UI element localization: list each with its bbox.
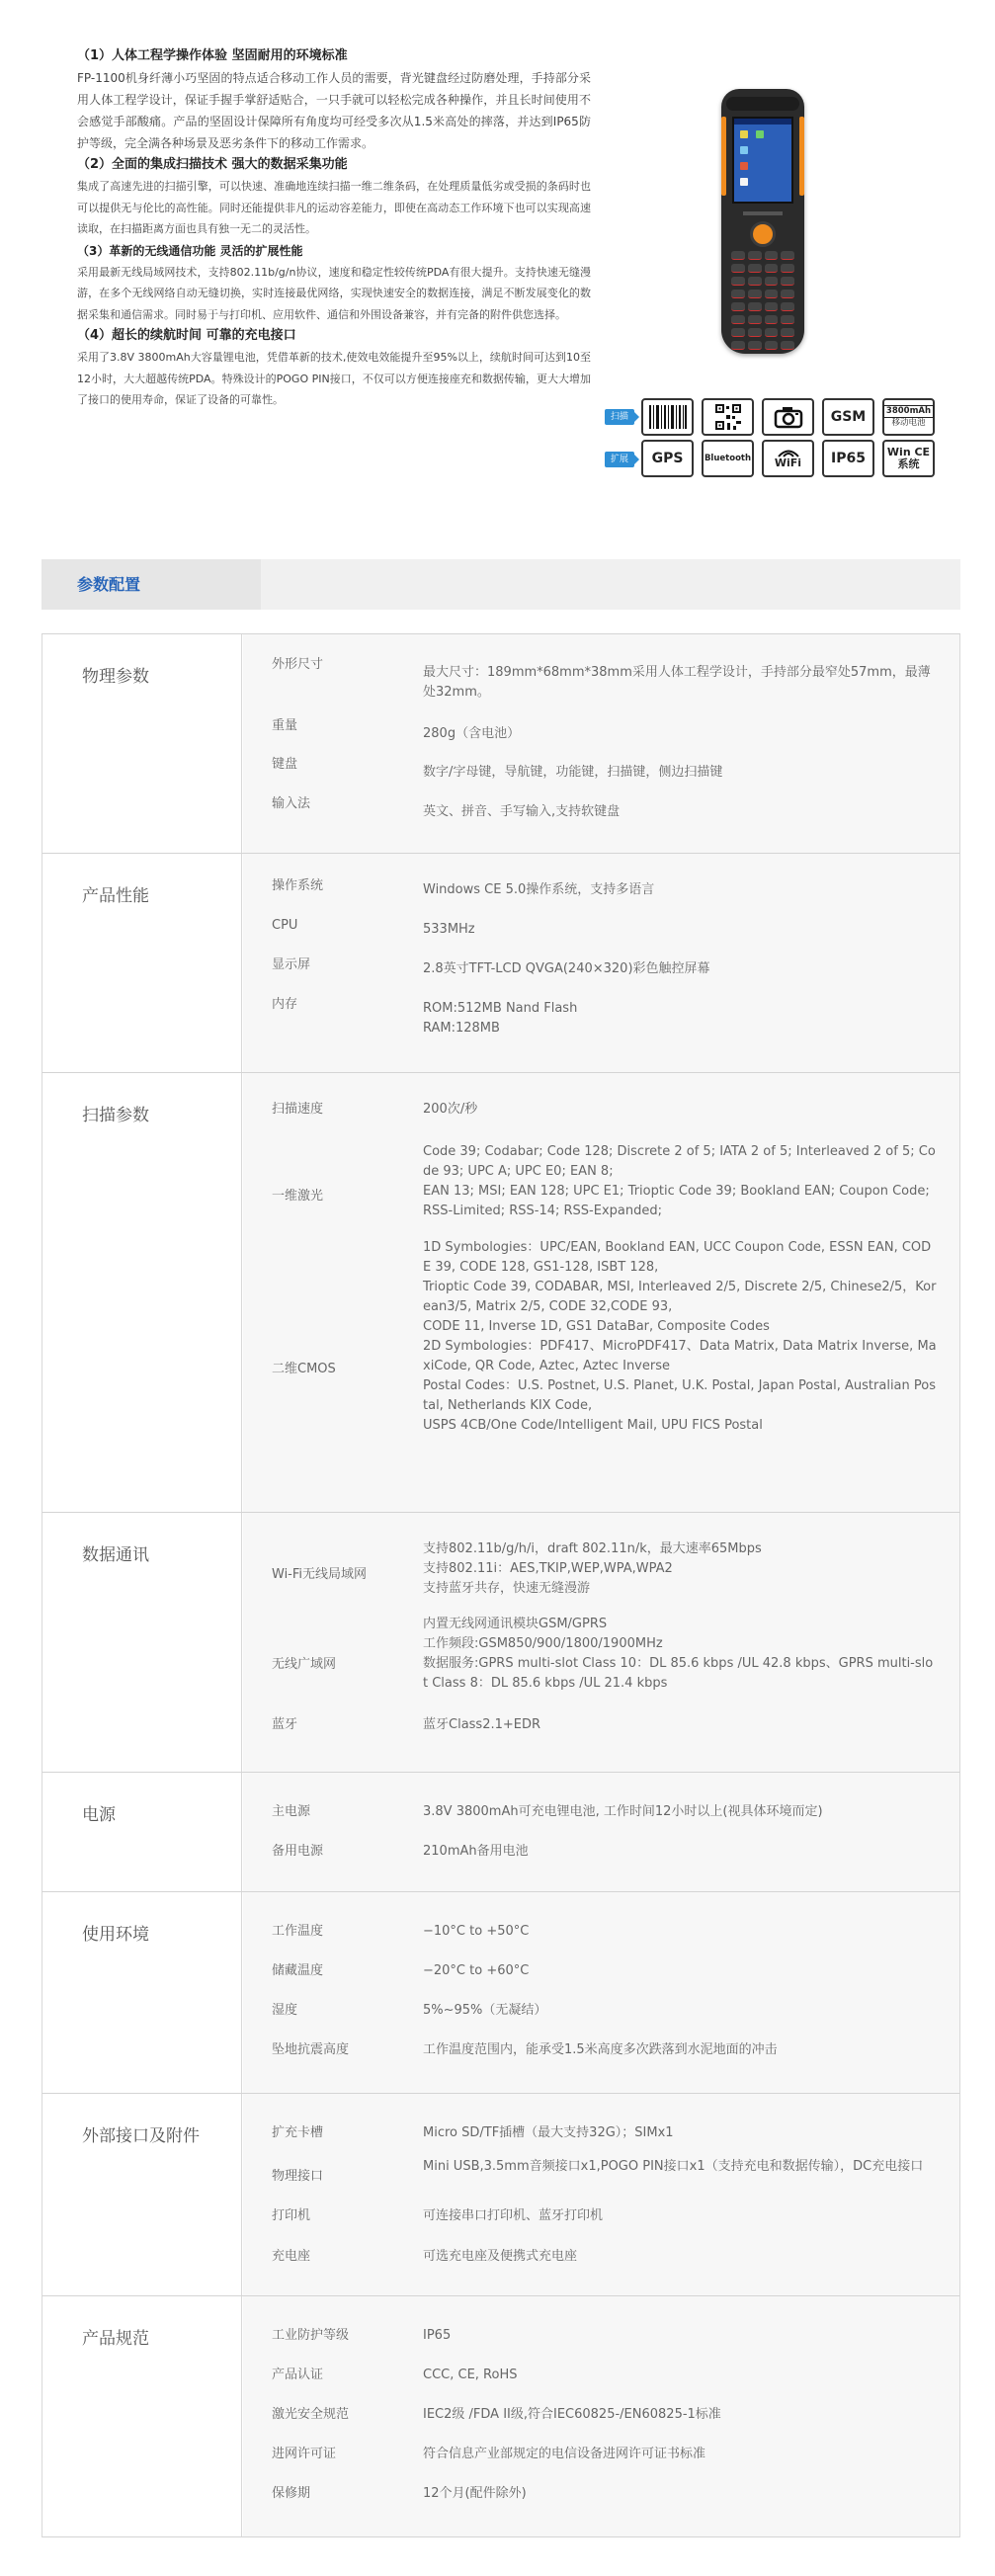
section-tab <box>41 559 261 610</box>
spec-value: 支持802.11b/g/h/i，draft 802.11n/k，最大速率65Mbps 支持802.11i：AES,TKIP,WEP,WPA,WPA2 支持蓝牙共存，快速无缝漫游 <box>423 1541 762 1596</box>
device-dpad <box>750 221 776 247</box>
spec-value: 内置无线网通讯模块GSM/GPRS 工作频段:GSM850/900/1800/1900MHz 数据服务:GPRS multi-slot Class 10：DL 85.6 kbps /UL 42.8 kbps、GPRS multi-slot Class 8：DL 85.6 kbps /UL 21.4 kbps <box>423 1617 934 1691</box>
spec-key: 显示屏 <box>272 957 311 972</box>
spec-group-communication <box>41 1513 960 1773</box>
spec-table <box>41 633 960 2501</box>
spec-value: CCC, CE, RoHS <box>423 2368 518 2382</box>
spec-key: 物理接口 <box>272 2169 324 2184</box>
wince-label: Win CE <box>886 446 931 458</box>
spec-value: 533MHz <box>423 922 475 937</box>
section-header <box>41 559 960 610</box>
spec-value: 210mAh备用电池 <box>423 1844 529 1859</box>
spec-key: 键盘 <box>272 757 298 772</box>
gps-label: GPS <box>651 451 684 466</box>
spec-key: 工作温度 <box>272 1924 324 1939</box>
device-keypad <box>731 251 794 350</box>
spec-key: CPU <box>272 918 298 933</box>
spec-value: Mini USB,3.5mm音频接口x1,POGO PIN接口x1（支持充电和数据传输），DC充电接口 <box>423 2159 924 2174</box>
ip65-icon <box>822 440 874 477</box>
spec-value: 12个月(配件除外) <box>423 2486 527 2501</box>
spec-key: Wi-Fi无线局域网 <box>272 1567 368 1582</box>
spec-key: 湿度 <box>272 2003 298 2018</box>
wifi-icon <box>762 440 814 477</box>
spec-key: 无线广域网 <box>272 1657 337 1672</box>
spec-group-power <box>41 1773 960 1892</box>
spec-group-environment <box>41 1892 960 2094</box>
spec-group-standards <box>41 2296 960 2537</box>
spec-value: −20°C to +60°C <box>423 1963 530 1978</box>
spec-value: 数字/字母键，导航键，功能键，扫描键，侧边扫描键 <box>423 765 723 780</box>
intro-heading-4: （4）超长的续航时间 可靠的充电接口 <box>77 328 296 343</box>
spec-value: Code 39; Codabar; Code 128; Discrete 2 of 5; IATA 2 of 5; Interleaved 2 of 5; Code 93; UPC A; UPC E0; EAN 8; EAN 13; MSI; EAN 128; UPC E1; Trioptic Code 39; Bookland EAN; Coupon Code; RSS-Limited; RSS-14; RSS-Expanded; <box>423 1144 936 1218</box>
spec-key: 内存 <box>272 997 298 1012</box>
camera-icon <box>762 398 814 436</box>
group-title: 数据通讯 <box>82 1545 149 1565</box>
spec-value: 200次/秒 <box>423 1102 478 1117</box>
ip65-label: IP65 <box>831 451 866 466</box>
spec-key: 主电源 <box>272 1804 311 1819</box>
spec-key: 储藏温度 <box>272 1963 324 1978</box>
spec-key: 扫描速度 <box>272 1102 324 1117</box>
gsm-icon <box>822 398 874 436</box>
group-title: 电源 <box>82 1805 116 1825</box>
spec-group-performance <box>41 854 960 1073</box>
spec-key: 产品认证 <box>272 2368 324 2382</box>
spec-key: 进网许可证 <box>272 2447 337 2461</box>
spec-key: 一维激光 <box>272 1189 324 1204</box>
spec-value: 符合信息产业部规定的电信设备进网许可证书标准 <box>423 2447 706 2461</box>
battery-icon <box>882 398 935 436</box>
spec-key: 蓝牙 <box>272 1717 298 1732</box>
intro-paragraph-3: 采用最新无线局域网技术，支持802.11b/g/n协议，速度和稳定性较传统PDA有很大提升。支持快速无缝漫游，在多个无线网络自动无缝切换，实时连接最优网络，实现快速安全的数据连接，满足不断发展变化的数据采集和通信需求。同时易于与打印机、应用软件、通信和外围设备兼容，并有完备的附件供您选择。 <box>77 265 591 321</box>
spec-value: 2.8英寸TFT-LCD QVGA(240×320)彩色触控屏幕 <box>423 961 710 976</box>
section-title: 参数配置 <box>77 575 141 594</box>
spec-key: 充电座 <box>272 2249 311 2264</box>
spec-key: 工业防护等级 <box>272 2328 350 2343</box>
spec-value: 最大尺寸：189mm*68mm*38mm采用人体工程学设计，手持部分最窄处57mm，最薄处32mm。 <box>423 665 931 700</box>
spec-value: 1D Symbologies：UPC/EAN, Bookland EAN, UCC Coupon Code, ESSN EAN, CODE 39, CODE 128, GS1-128, ISBT 128, Trioptic Code 39, CODABAR, MSI, Interleaved 2/5, Discrete 2/5, Chinese2/5，Korean3/5, Matrix 2/5, CODE 32,CODE 93, CODE 11, Inverse 1D, GS1 DataBar, Composite Codes 2D Symbologies：PDF417、MicroPDF417、Data Matrix, Data Matrix Inverse, MaxiCode, QR Code, Aztec, Aztec Inverse Postal Codes：U.S. Postnet, U.S. Planet, U.K. Postal, Japan Postal, Australian Postal, Netherlands KIX Code, USPS 4CB/One Code/Intelligent Mail, UPU FICS Postal <box>423 1240 937 1433</box>
group-title: 物理参数 <box>82 667 149 687</box>
spec-value: 280g（含电池） <box>423 726 521 741</box>
spec-value: −10°C to +50°C <box>423 1924 530 1939</box>
spec-key: 重量 <box>272 718 298 733</box>
intro-heading-3: （3）革新的无线通信功能 灵活的扩展性能 <box>77 243 303 258</box>
spec-key: 操作系统 <box>272 878 324 893</box>
product-intro <box>77 45 591 411</box>
spec-value: IP65 <box>423 2328 452 2343</box>
spec-key: 备用电源 <box>272 1844 324 1859</box>
wince-system-label: 系统 <box>897 457 920 470</box>
device-image <box>721 89 804 354</box>
group-title: 产品规范 <box>82 2329 149 2349</box>
tag-scan: 扫描 <box>605 409 634 425</box>
spec-group-physical <box>41 634 960 854</box>
tag-expand: 扩展 <box>605 452 634 467</box>
intro-heading-1: （1）人体工程学操作体验 坚固耐用的环境标准 <box>77 48 348 63</box>
intro-paragraph-2: 集成了高速先进的扫描引擎，可以快速、准确地连续扫描一维二维条码，在处理质量低劣或受损的条码时也可以提供无与伦比的高性能。同时还能提供非凡的运动容差能力，即使在高动态工作环境下也可以实现高速读取，在扫描距离方面也具有独一无二的灵活性。 <box>77 180 591 235</box>
spec-group-interfaces <box>41 2094 960 2296</box>
gsm-label: GSM <box>830 409 867 425</box>
spec-key: 外形尺寸 <box>272 657 324 672</box>
spec-value: 英文、拼音、手写输入,支持软键盘 <box>423 804 621 819</box>
spec-value: 可连接串口打印机、蓝牙打印机 <box>423 2208 604 2223</box>
spec-value: IEC2级 /FDA II级,符合IEC60825-/EN60825-1标准 <box>423 2407 721 2422</box>
qrcode-icon <box>702 398 754 436</box>
intro-heading-2: （2）全面的集成扫描技术 强大的数据采集功能 <box>77 157 348 172</box>
wifi-label: WiFi <box>774 457 802 469</box>
spec-value: 可选充电座及便携式充电座 <box>423 2249 578 2264</box>
spec-value: ROM:512MB Nand Flash RAM:128MB <box>423 1001 578 1036</box>
wince-icon <box>882 440 935 477</box>
spec-key: 扩充卡槽 <box>272 2125 324 2140</box>
group-title: 扫描参数 <box>82 1106 149 1125</box>
spec-value: 蓝牙Class2.1+EDR <box>423 1717 541 1732</box>
device-screen <box>732 117 793 204</box>
group-title: 外部接口及附件 <box>82 2126 200 2146</box>
spec-key: 坠地抗震高度 <box>272 2042 350 2057</box>
intro-paragraph-1: FP-1100机身纤薄小巧坚固的特点适合移动工作人员的需要，背光键盘经过防磨处理，手持部分采用人体工程学设计，保证手握手掌舒适贴合，一只手就可以轻松完成各种操作，并且长时间使用不会感觉手部酸痛。产品的坚固设计保障所有角度均可经受多次从1.5米高处的摔落，并达到IP65防护等级，完全满各种场景及恶劣条件下的移动工作需求。 <box>77 71 591 150</box>
spec-value: 工作温度范围内，能承受1.5米高度多次跌落到水泥地面的冲击 <box>423 2042 778 2057</box>
battery-capacity-label: 3800mAh <box>883 405 934 418</box>
gps-icon <box>641 440 694 477</box>
spec-value: 5%~95%（无凝结） <box>423 2003 547 2018</box>
intro-paragraph-4: 采用了3.8V 3800mAh大容量锂电池，凭借革新的技术,使效电效能提升至95%以上，续航时间可达到10至12小时，大大超越传统PDA。特殊设计的POGO PIN接口，不仅可以方便连接座充和数据传输，更大大增加了接口的使用寿命，保证了设备的可靠性。 <box>77 351 591 406</box>
spec-value: Micro SD/TF插槽（最大支持32G）；SIMx1 <box>423 2125 674 2140</box>
group-title: 产品性能 <box>82 886 149 906</box>
spec-key: 打印机 <box>272 2208 311 2223</box>
battery-type-label: 移动电池 <box>891 418 926 428</box>
barcode-icon <box>641 398 694 436</box>
spec-key: 二维CMOS <box>272 1362 336 1376</box>
bluetooth-icon <box>702 440 754 477</box>
bluetooth-label: Bluetooth <box>704 453 752 463</box>
spec-group-scanning <box>41 1073 960 1513</box>
spec-key: 激光安全规范 <box>272 2407 350 2422</box>
spec-value: 3.8V 3800mAh可充电锂电池, 工作时间12小时以上(视具体环境而定) <box>423 1804 823 1819</box>
group-title: 使用环境 <box>82 1925 149 1945</box>
spec-value: Windows CE 5.0操作系统，支持多语言 <box>423 882 655 897</box>
spec-key: 保修期 <box>272 2486 311 2501</box>
spec-key: 输入法 <box>272 796 311 811</box>
